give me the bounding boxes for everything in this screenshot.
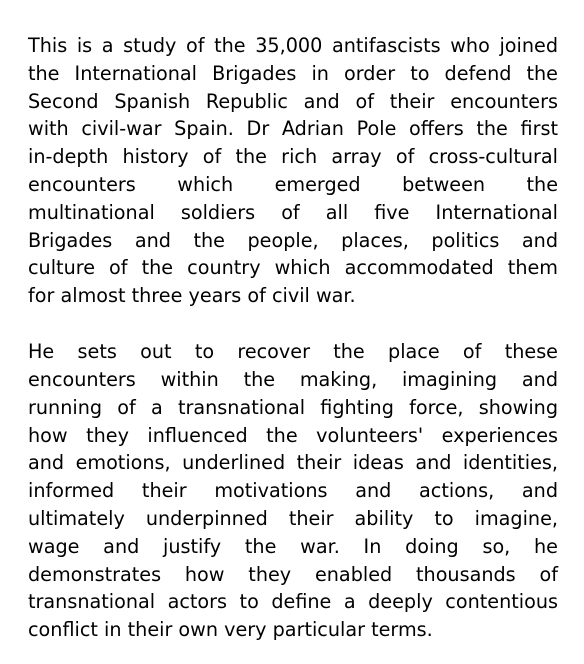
text-line: He sets out to recover the place of these (28, 340, 558, 364)
text-line: the International Brigades in order to defend the (28, 61, 558, 85)
text-line: demonstrates how they enabled thousands of (28, 562, 558, 586)
paragraph-2 (28, 338, 558, 644)
text-line: running of a transnational fighting force, showing (28, 395, 558, 419)
text-line: conflict in their own very particular terms. (28, 618, 433, 642)
text-line: ultimately underpinned their ability to imagine, (28, 507, 558, 531)
text-line: culture of the country which accommodated them (28, 256, 558, 280)
text-line: multinational soldiers of all five International (28, 200, 558, 224)
text-line: with civil-war Spain. Dr Adrian Pole offers the first (28, 117, 558, 141)
text-line: in-depth history of the rich array of cross-cultural (28, 145, 558, 169)
text-line: for almost three years of civil war. (28, 284, 356, 308)
text-line: transnational actors to define a deeply contentious (28, 590, 558, 614)
description-text (28, 32, 558, 644)
text-line: informed their motivations and actions, and (28, 479, 558, 503)
text-line: Second Spanish Republic and of their encounters (28, 89, 558, 113)
text-line: how they influenced the volunteers' experiences (28, 423, 558, 447)
text-line: encounters which emerged between the (28, 172, 558, 196)
text-line: This is a study of the 35,000 antifascists who joined (28, 34, 558, 57)
text-line: wage and justify the war. In doing so, he (28, 534, 558, 558)
paragraph-1 (28, 32, 558, 310)
text-line: encounters within the making, imagining and (28, 368, 558, 392)
paragraph-spacer (28, 310, 558, 338)
text-line: Brigades and the people, places, politics and (28, 228, 558, 252)
text-line: and emotions, underlined their ideas and identities, (28, 451, 558, 475)
